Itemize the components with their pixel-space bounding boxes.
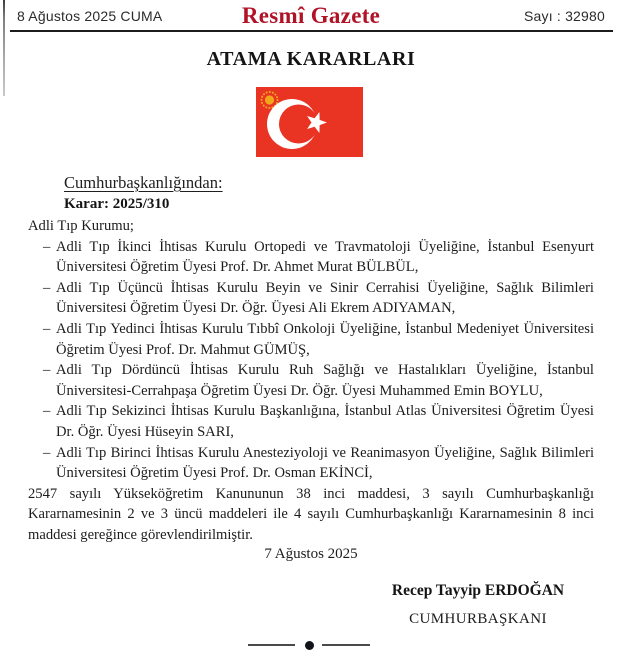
divider-dot <box>305 641 314 650</box>
list-dash: – <box>43 403 51 420</box>
divider-line-right <box>322 644 370 646</box>
header-rule <box>10 30 613 32</box>
list-dash: – <box>43 362 51 379</box>
turkish-flag-image <box>256 87 363 157</box>
appointment-text: Adli Tıp Dördüncü İhtisas Kurulu Ruh Sağlığı ve Hastalıkları Üyeliğine, İstanbul Üniversitesi-Cerrahpaşa Öğretim Üyesi Dr. Öğr. Üyesi Muhammed Emin BOYLU, <box>56 362 594 399</box>
signatory-name: Recep Tayyip ERDOĞAN <box>391 582 565 599</box>
divider-line-left <box>248 644 295 646</box>
list-dash: – <box>43 238 51 255</box>
sun-emblem-icon <box>265 95 274 104</box>
decision-date: 7 Ağustos 2025 <box>264 546 358 562</box>
section-title: ATAMA KARARLARI <box>206 48 416 70</box>
appointment-text: Adli Tıp Yedinci İhtisas Kurulu Tıbbî Onkoloji Üyeliğine, İstanbul Medeniyet Üniversitesi Öğretim Üyesi Prof. Dr. Mahmut GÜMÜŞ, <box>56 320 594 358</box>
list-dash: – <box>43 320 51 337</box>
appointment-item <box>28 278 594 319</box>
list-dash: – <box>43 444 51 461</box>
section-divider <box>248 639 370 651</box>
issuing-authority: Cumhurbaşkanlığından: <box>64 173 223 192</box>
appointment-item <box>28 401 594 442</box>
appointment-text: Adli Tıp İkinci İhtisas Kurulu Ortopedi ve Travmatoloji Üyeliğine, İstanbul Esenyurt Üniversitesi Öğretim Üyesi Prof. Dr. Ahmet Murat BÜLBÜL, <box>56 238 594 276</box>
appointment-item <box>28 319 594 360</box>
appointment-item <box>28 237 594 278</box>
signatory-title: CUMHURBAŞKANI <box>409 611 547 627</box>
list-dash: – <box>43 279 51 296</box>
decree-intro: Adli Tıp Kurumu; <box>28 218 134 234</box>
signature-block <box>360 582 596 628</box>
flag-graphic <box>256 87 363 157</box>
decision-number: Karar: 2025/310 <box>64 196 170 212</box>
appointment-text: Adli Tıp Birinci İhtisas Kurulu Anesteziyoloji ve Reanimasyon Üyeliğine, Sağlık Bilimleri Üniversitesi Öğretim Üyesi Prof. Dr. Osman EKİNCİ, <box>56 444 594 482</box>
issue-date: 8 Ağustos 2025 CUMA <box>17 8 163 24</box>
appointment-text: Adli Tıp Sekizinci İhtisas Kurulu Başkanlığına, İstanbul Atlas Üniversitesi Öğretim Üyesi Dr. Öğr. Üyesi Hüseyin SARI, <box>56 403 594 440</box>
legal-basis-paragraph: 2547 sayılı Yükseköğretim Kanununun 38 inci maddesi, 3 sayılı Cumhurbaşkanlığı Kararnamesinin 2 ve 3 üncü maddeleri ile 4 sayılı Cumhurbaşkanlığı Kararnamesinin 8 inci maddesi gereğince görevlendirilmiştir. <box>28 485 594 543</box>
issue-number: Sayı : 32980 <box>523 8 605 24</box>
decree-body <box>28 216 594 546</box>
masthead-title: Resmî Gazete <box>241 3 381 28</box>
appointment-item <box>28 443 594 484</box>
appointment-text: Adli Tıp Üçüncü İhtisas Kurulu Beyin ve Sinir Cerrahisi Üyeliğine, Sağlık Bilimleri Üniversitesi Öğretim Üyesi Dr. Öğr. Üyesi Ali Ekrem ADIYAMAN, <box>56 279 594 317</box>
appointment-item <box>28 360 594 401</box>
